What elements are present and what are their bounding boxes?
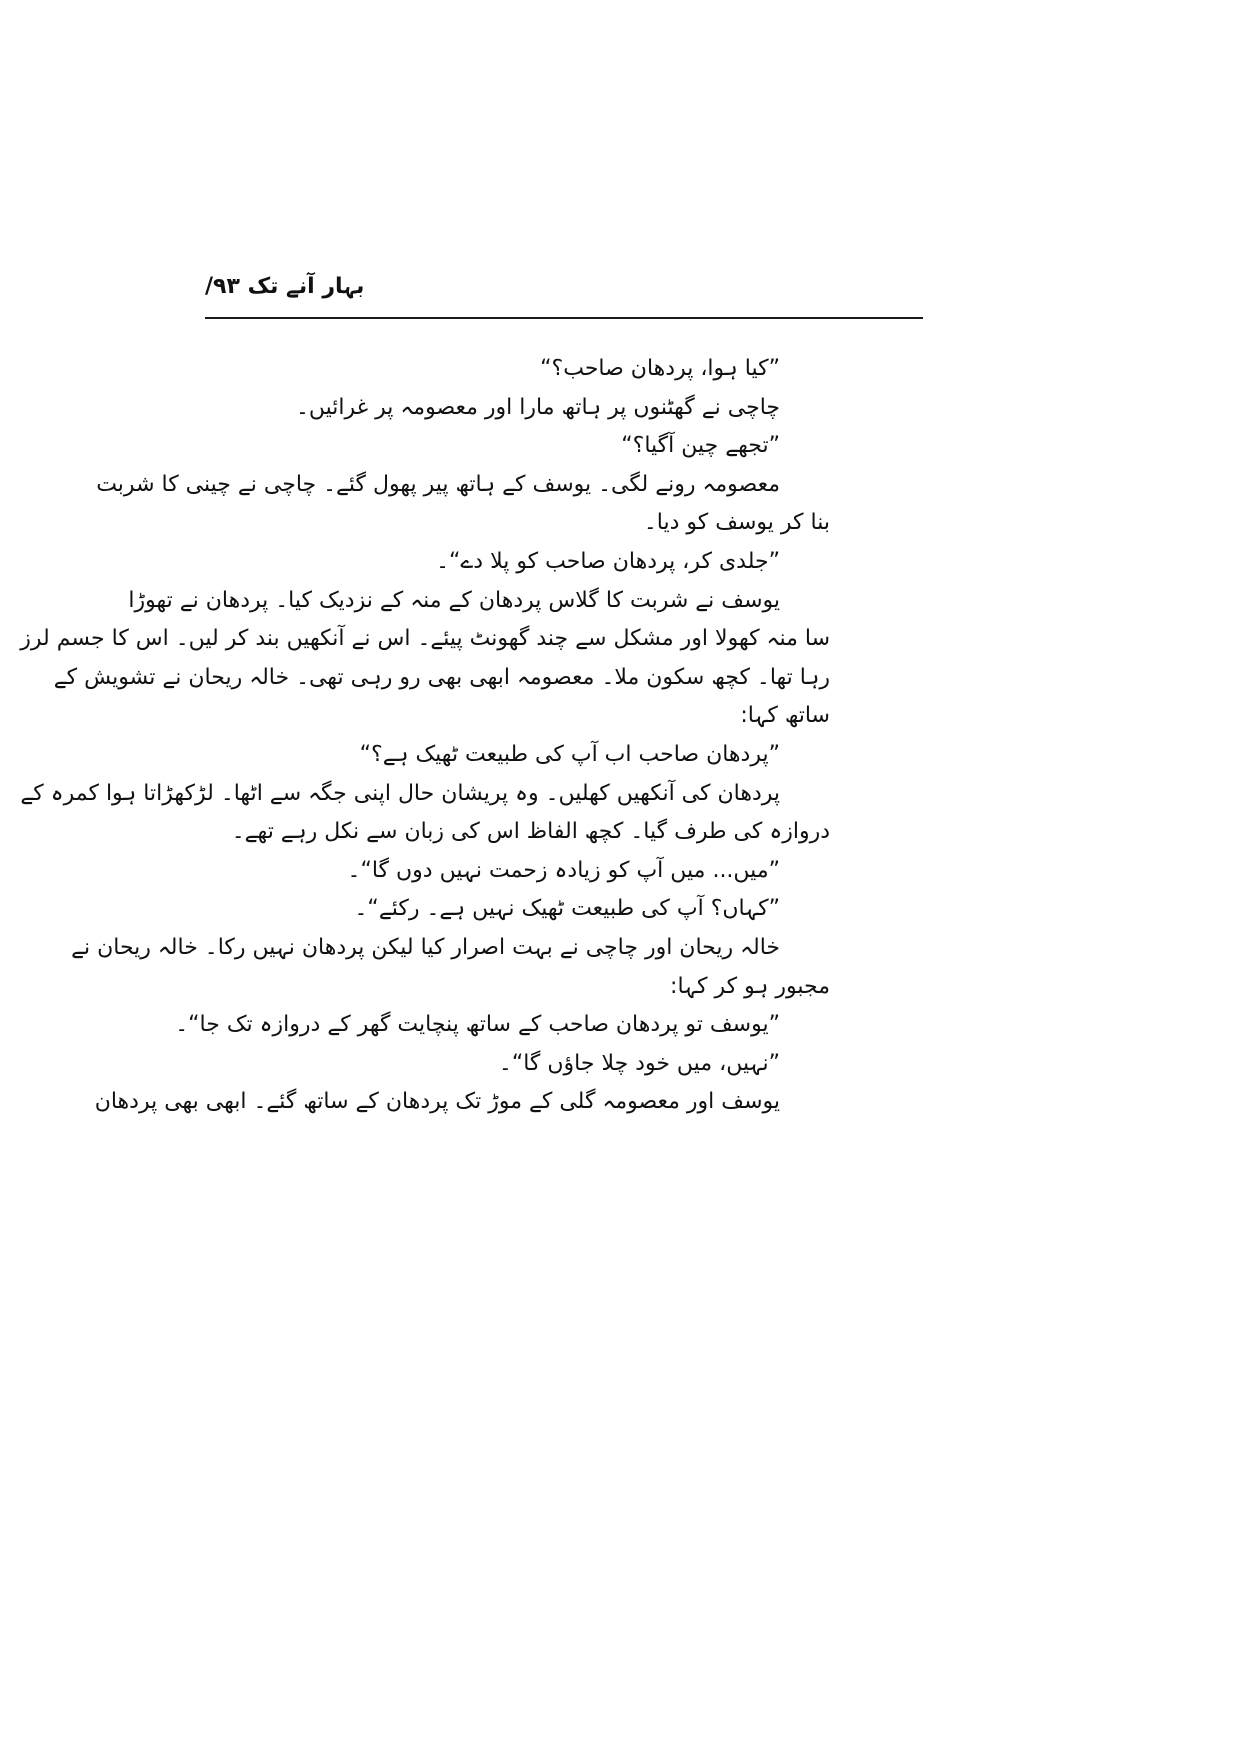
text-line: معصومہ رونے لگی۔ یوسف کے ہاتھ پیر پھول گئے۔ چاچی نے چینی کا شربت — [96, 471, 780, 497]
text-line: ”پردھان صاحب اب آپ کی طبیعت ٹھیک ہے؟“ — [359, 741, 780, 767]
text-line: بنا کر یوسف کو دیا۔ — [643, 510, 830, 536]
running-header-title: بہار آنے تک ۹۳/ — [205, 274, 365, 299]
text-line: رہا تھا۔ کچھ سکون ملا۔ معصومہ ابھی بھی رو رہی تھی۔ خالہ ریحان نے تشویش کے — [53, 664, 830, 690]
text-line: سا منہ کھولا اور مشکل سے چند گھونٹ پیئے۔ اس نے آنکھیں بند کر لیں۔ اس کا جسم لرز — [20, 626, 830, 652]
text-line: ”جلدی کر، پردھان صاحب کو پلا دے“۔ — [436, 548, 780, 574]
text-line: ”یوسف تو پردھان صاحب کے ساتھ پنچایت گھر کے دروازہ تک جا“۔ — [175, 1012, 780, 1038]
body-text — [20, 350, 920, 1122]
text-line: ”کیا ہوا، پردھان صاحب؟“ — [540, 356, 780, 381]
text-line: ”کہاں؟ آپ کی طبیعت ٹھیک نہیں ہے۔ رکئے“۔ — [354, 896, 780, 922]
text-line: یوسف نے شربت کا گلاس پردھان کے منہ کے نزدیک کیا۔ پردھان نے تھوڑا — [128, 587, 780, 613]
text-line: ساتھ کہا: — [740, 703, 830, 729]
text-line: دروازہ کی طرف گیا۔ کچھ الفاظ اس کی زبان سے نکل رہے تھے۔ — [231, 819, 830, 845]
text-line: چاچی نے گھٹنوں پر ہاتھ مارا اور معصومہ پر غرائیں۔ — [296, 394, 780, 420]
text-line: ”نہیں، میں خود چلا جاؤں گا“۔ — [498, 1050, 780, 1076]
running-header — [205, 274, 923, 314]
text-line: مجبور ہو کر کہا: — [670, 973, 830, 999]
text-line: خالہ ریحان اور چاچی نے بہت اصرار کیا لیکن پردھان نہیں رکا۔ خالہ ریحان نے — [71, 934, 780, 960]
text-line: ”تجھے چین آگیا؟“ — [621, 433, 780, 459]
text-line: پردھان کی آنکھیں کھلیں۔ وہ پریشان حال اپنی جگہ سے اٹھا۔ لڑکھڑاتا ہوا کمرہ کے — [20, 780, 780, 806]
header-rule — [205, 317, 923, 319]
text-line: ”میں... میں آپ کو زیادہ زحمت نہیں دوں گا“۔ — [347, 857, 780, 883]
text-line: یوسف اور معصومہ گلی کے موڑ تک پردھان کے ساتھ گئے۔ ابھی بھی پردھان — [94, 1089, 780, 1115]
